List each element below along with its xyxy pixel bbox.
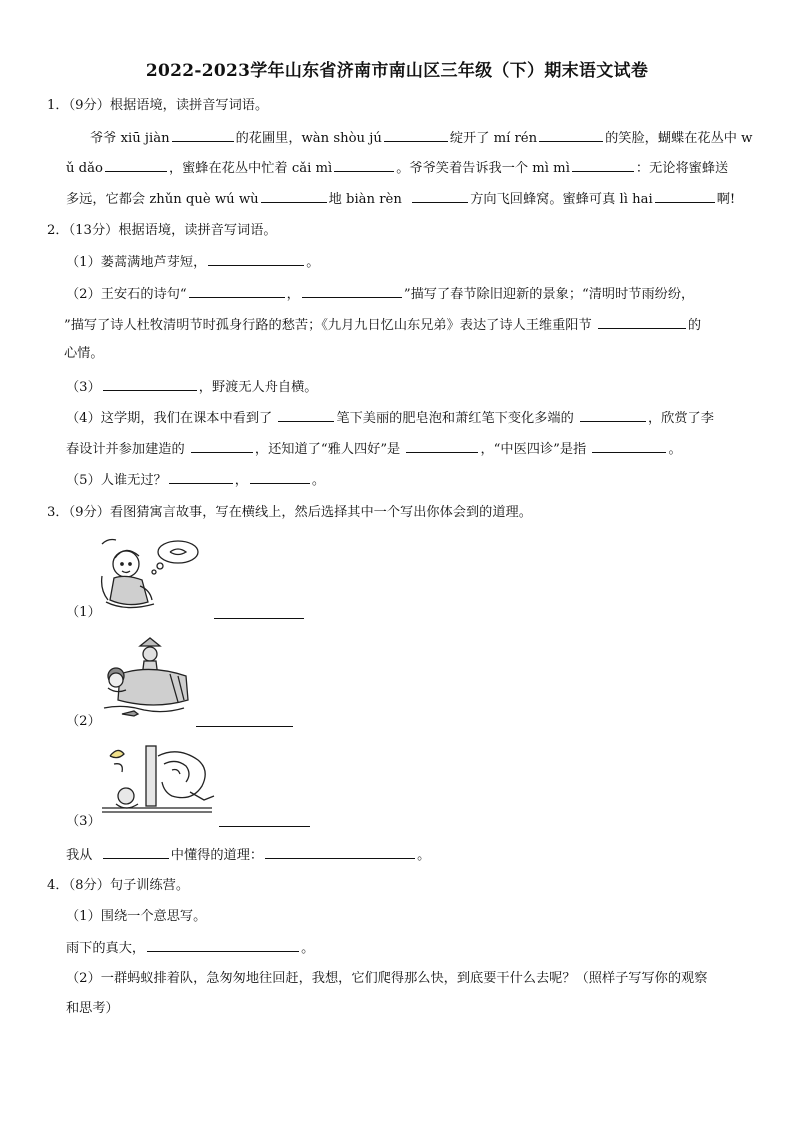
answer-blank[interactable] [172,128,234,142]
answer-blank[interactable] [191,439,253,453]
q1-text: 。爷爷笑着告诉我一个 mì mì [396,161,570,176]
q1-text: 多远，它都会 zhǔn què wú wù [66,192,259,207]
q3-number-1: （1） [66,605,101,620]
q2-sub-1 [66,252,319,273]
q1-line-2 [66,158,728,179]
q2-text: 。 [668,442,682,457]
q2-text: （3） [66,380,101,395]
answer-blank[interactable] [278,408,334,422]
q2-text: ，欣赏了李 [647,411,714,426]
q2-sub-5 [66,470,325,491]
answer-blank[interactable] [103,377,197,391]
q2-text: （2）王安石的诗句“ [66,287,187,302]
q2-text: （5）人谁无过？ [66,473,167,488]
q1-text: 方向飞回蜂窝。蜜蜂可真 lì hai [470,192,653,207]
q1-line-1 [90,128,752,149]
q1-text: 的花圃里，wàn shòu jú [235,131,382,146]
q2-text: 的 [687,318,702,333]
q1-text: 爷爷 xiū jiàn [90,131,170,146]
answer-blank[interactable] [105,158,167,172]
q1-text: 地 biàn rèn [328,192,402,207]
q3-header: 3．（9分）看图猜寓言故事，写在横线上，然后选择其中一个写出你体会到的道理。 [47,505,532,520]
dragon-illustration [100,742,218,814]
q2-sub-4 [66,408,714,429]
q2-sub-2 [66,284,694,305]
q2-sub-2-cont [64,315,701,336]
q1-text: 的笑脸，蝴蝶在花丛中 w [605,131,753,146]
answer-blank[interactable] [208,252,304,266]
q4-sub-1: （1）围绕一个意思写。 [66,909,207,924]
daydreaming-boy-illustration [100,536,212,616]
page-title: 2022-2023学年山东省济南市南山区三年级（下）期末语文试卷 [145,61,649,81]
answer-blank[interactable] [147,938,299,952]
q1-header: 1．（9分）根据语境，读拼音写词语。 [47,98,269,113]
fable-picture-3 [100,742,218,814]
answer-blank[interactable] [655,189,715,203]
q2-text: 。 [306,255,320,270]
q1-text: ǔ dǎo [66,161,103,176]
q3-text: 。 [417,848,431,863]
answer-blank[interactable] [539,128,603,142]
q2-text: ”描写了春节除旧迎新的景象；“清明时节雨纷纷， [403,287,695,302]
q2-header: 2．（13分）根据语境，读拼音写词语。 [47,223,277,238]
q1-text: ，蜜蜂在花丛中忙着 cǎi mì [168,161,333,176]
answer-blank[interactable] [412,189,468,203]
answer-blank[interactable] [189,284,285,298]
answer-blank[interactable] [334,158,394,172]
q1-text: ：无论将蜜蜂送 [635,161,729,176]
q4-text: 。 [301,941,315,956]
q4-sub-2-cont: 和思考） [66,1001,119,1016]
answer-blank[interactable] [250,470,310,484]
answer-blank[interactable] [384,128,448,142]
answer-blank[interactable] [580,408,646,422]
q4-header: 4．（8分）句子训练营。 [47,878,190,893]
q2-text: ，还知道了“雅人四好”是 [254,442,401,457]
q2-text: ， [286,287,300,302]
answer-line-2[interactable] [196,725,293,727]
q2-text: 春设计并参加建造的 [66,442,185,457]
q2-text: 。 [311,473,326,488]
q2-text: ，野渡无人舟自横。 [198,380,318,395]
answer-line-3[interactable] [219,825,310,827]
answer-blank[interactable] [265,845,415,859]
q2-text: ”描写了诗人杜牧清明节时孤身行路的愁苦；《九月九日忆山东兄弟》表达了诗人王维重阳节 [64,318,592,333]
answer-blank[interactable] [592,439,666,453]
q1-text: 绽开了 mí rén [449,131,538,146]
q2-sub-3 [66,377,317,398]
answer-blank[interactable] [103,845,169,859]
answer-blank[interactable] [261,189,327,203]
q1-line-3 [66,189,735,210]
answer-blank[interactable] [302,284,402,298]
q4-text: 雨下的真大， [66,941,146,956]
fable-picture-2 [100,634,196,722]
q3-text: 我从 [66,848,93,863]
answer-blank[interactable] [572,158,634,172]
boat-sword-illustration [100,634,196,722]
q3-number-2: （2） [66,714,101,729]
fable-picture-1 [100,536,212,616]
q2-text: （4）这学期，我们在课本中看到了 [66,411,273,426]
q3-conclusion [66,845,430,866]
answer-line-1[interactable] [214,617,304,619]
q2-text: ，“中医四诊”是指 [480,442,587,457]
q2-text: 笔下美丽的肥皂泡和萧红笔下变化多端的 [336,411,574,426]
q4-sub-1-answer [66,938,314,959]
answer-blank[interactable] [598,315,686,329]
q3-number-3: （3） [66,814,101,829]
q2-text: （1）蒌蒿满地芦芽短， [66,255,207,270]
answer-blank[interactable] [169,470,233,484]
q2-sub-2-end: 心情。 [64,346,104,361]
q4-sub-2: （2）一群蚂蚁排着队，急匆匆地往回赶，我想，它们爬得那么快，到底要干什么去呢？（照样子写写你的观察 [66,971,708,986]
answer-blank[interactable] [406,439,478,453]
q2-sub-4-cont [66,439,682,460]
q2-text: ， [234,473,248,488]
q3-text: 中懂得的道理： [170,848,264,863]
q1-text: 啊! [716,192,736,207]
